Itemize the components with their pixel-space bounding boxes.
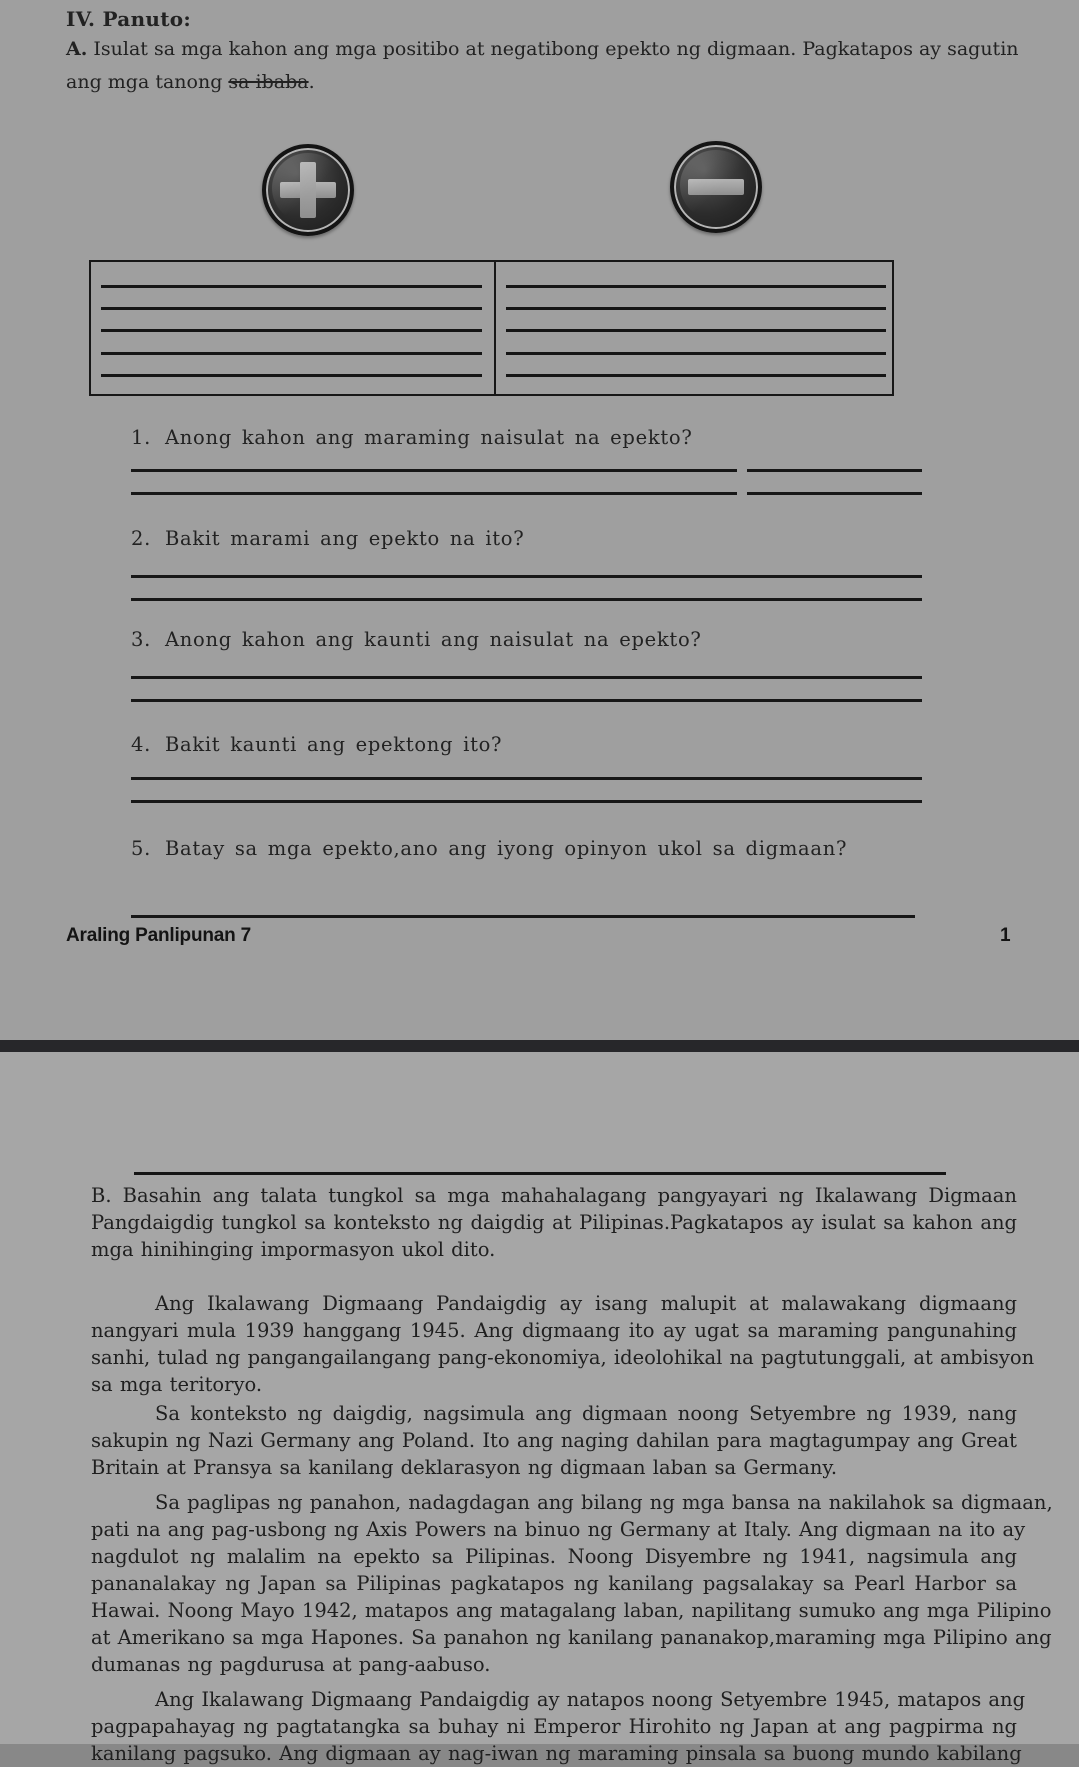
text-line: sakupin ng Nazi Germany ang Poland. Ito ang naging dahilan para magtagumpay ang Great xyxy=(91,1429,1017,1452)
text-line: nagdulot ng malalim na epekto sa Pilipinas. Noong Disyembre ng 1941, nagsimula ang xyxy=(91,1545,1017,1568)
blank-answer-line[interactable] xyxy=(747,492,922,495)
effects-table xyxy=(89,260,894,396)
blank-answer-line[interactable] xyxy=(101,285,482,288)
question-5 xyxy=(131,837,847,860)
blank-answer-line[interactable] xyxy=(506,374,886,377)
question-3 xyxy=(131,628,702,651)
blank-answer-line[interactable] xyxy=(131,676,922,679)
text-line: at Amerikano sa mga Hapones. Sa panahon ng kanilang pananakop,maraming mga Pilipino ang xyxy=(91,1626,1052,1649)
text-line: Sa paglipas ng panahon, nadagdagan ang bilang ng mga bansa na nakilahok sa digmaan, xyxy=(155,1491,1053,1514)
plus-icon xyxy=(262,144,354,236)
text-line: mga hinihinging impormasyon ukol dito. xyxy=(91,1238,496,1261)
blank-answer-line[interactable] xyxy=(131,777,922,780)
section-b-instruction xyxy=(91,1182,1017,1263)
blank-answer-line[interactable] xyxy=(506,352,886,355)
blank-answer-line[interactable] xyxy=(131,800,922,803)
question-number: 3. xyxy=(131,628,152,651)
paragraph-4 xyxy=(91,1686,1026,1767)
instruction-text: Isulat sa mga kahon ang mga positibo at negatibong epekto ng digmaan. Pagkatapos ay sagutin xyxy=(93,38,1019,60)
table-column-divider xyxy=(494,262,496,394)
plus-icon-bar xyxy=(300,162,316,218)
struck-text: sa ibaba xyxy=(228,71,309,93)
text-line: Ang Ikalawang Digmaang Pandaigdig ay natapos noong Setyembre 1945, matapos ang xyxy=(155,1688,1026,1711)
question-number: 4. xyxy=(131,733,152,756)
blank-answer-line[interactable] xyxy=(131,699,922,702)
question-number: 1. xyxy=(131,426,152,449)
question-number: 5. xyxy=(131,837,152,860)
blank-answer-line[interactable] xyxy=(101,352,482,355)
question-text: Bakit kaunti ang epektong ito? xyxy=(165,733,503,756)
blank-answer-line[interactable] xyxy=(131,492,737,495)
instruction-line-2 xyxy=(66,71,315,93)
page-separator-band xyxy=(0,1040,1079,1052)
paragraph-2 xyxy=(91,1400,1017,1481)
instruction-text: . xyxy=(308,71,315,93)
footer-page-number: 1 xyxy=(1000,925,1011,946)
text-line: kanilang pagsuko. Ang digmaan ay nag-iwan ng maraming pinsala sa buong mundo kabilang xyxy=(91,1742,1022,1765)
text-line: Ang Ikalawang Digmaang Pandaigdig ay isang malupit at malawakang digmaang xyxy=(155,1292,1017,1315)
question-text: Anong kahon ang kaunti ang naisulat na epekto? xyxy=(165,628,702,651)
blank-answer-line[interactable] xyxy=(506,307,886,310)
question-2 xyxy=(131,527,524,550)
minus-icon-bar xyxy=(688,179,744,195)
text-line: nangyari mula 1939 hanggang 1945. Ang digmaang ito ay ugat sa maraming pangunahing xyxy=(91,1319,1017,1342)
text-line: sa mga teritoryo. xyxy=(91,1373,263,1396)
question-number: 2. xyxy=(131,527,152,550)
blank-answer-line[interactable] xyxy=(506,285,886,288)
blank-answer-line[interactable] xyxy=(131,598,922,601)
text-line: pagpapahayag ng pagtatangka sa buhay ni Emperor Hirohito ng Japan at ang pagpirma ng xyxy=(91,1715,1017,1738)
question-4 xyxy=(131,733,502,756)
blank-answer-line[interactable] xyxy=(131,575,922,578)
blank-answer-line[interactable] xyxy=(506,329,886,332)
text-line: pati na ang pag-usbong ng Axis Powers na binuo ng Germany at Italy. Ang digmaan na ito ay xyxy=(91,1518,1026,1541)
plus-icon-bar xyxy=(280,182,336,198)
blank-answer-line[interactable] xyxy=(131,469,737,472)
question-1 xyxy=(131,426,693,449)
text-line: Hawai. Noong Mayo 1942, matapos ang matagalang laban, napilitang sumuko ang mga Pilipino xyxy=(91,1599,1052,1622)
text-line: Britain at Pransya sa kanilang deklarasyon ng digmaan laban sa Germany. xyxy=(91,1456,838,1479)
carryover-answer-line[interactable] xyxy=(134,1172,946,1175)
section-heading: IV. Panuto: xyxy=(66,7,192,31)
text-line: B. Basahin ang talata tungkol sa mga mahahalagang pangyayari ng Ikalawang Digmaan xyxy=(91,1184,1017,1207)
item-label-a: A. xyxy=(66,38,88,60)
question-text: Batay sa mga epekto,ano ang iyong opinyon ukol sa digmaan? xyxy=(165,837,848,860)
blank-answer-line[interactable] xyxy=(747,469,922,472)
blank-answer-line[interactable] xyxy=(131,915,915,918)
blank-answer-line[interactable] xyxy=(101,374,482,377)
minus-icon xyxy=(670,141,762,233)
text-line: Sa konteksto ng daigdig, nagsimula ang digmaan noong Setyembre ng 1939, nang xyxy=(155,1402,1017,1425)
instruction-text: ang mga tanong xyxy=(66,71,229,93)
blank-answer-line[interactable] xyxy=(101,307,482,310)
text-line: Pangdaigdig tungkol sa konteksto ng daigdig at Pilipinas.Pagkatapos ay isulat sa kahon ang xyxy=(91,1211,1017,1234)
instruction-line-1 xyxy=(66,38,1019,60)
text-line: sanhi, tulad ng pangangailangang pang-ekonomiya, ideolohikal na pagtutunggali, at ambisyon xyxy=(91,1346,1035,1369)
blank-answer-line[interactable] xyxy=(101,329,482,332)
question-text: Anong kahon ang maraming naisulat na epekto? xyxy=(165,426,693,449)
text-line: pananalakay ng Japan sa Pilipinas pagkatapos ng kanilang pagsalakay sa Pearl Harbor sa xyxy=(91,1572,1017,1595)
paragraph-3 xyxy=(91,1489,1053,1678)
question-text: Bakit marami ang epekto na ito? xyxy=(165,527,525,550)
text-line: dumanas ng pagdurusa at pang-aabuso. xyxy=(91,1653,491,1676)
paragraph-1 xyxy=(91,1290,1035,1398)
footer-subject: Araling Panlipunan 7 xyxy=(66,925,251,946)
